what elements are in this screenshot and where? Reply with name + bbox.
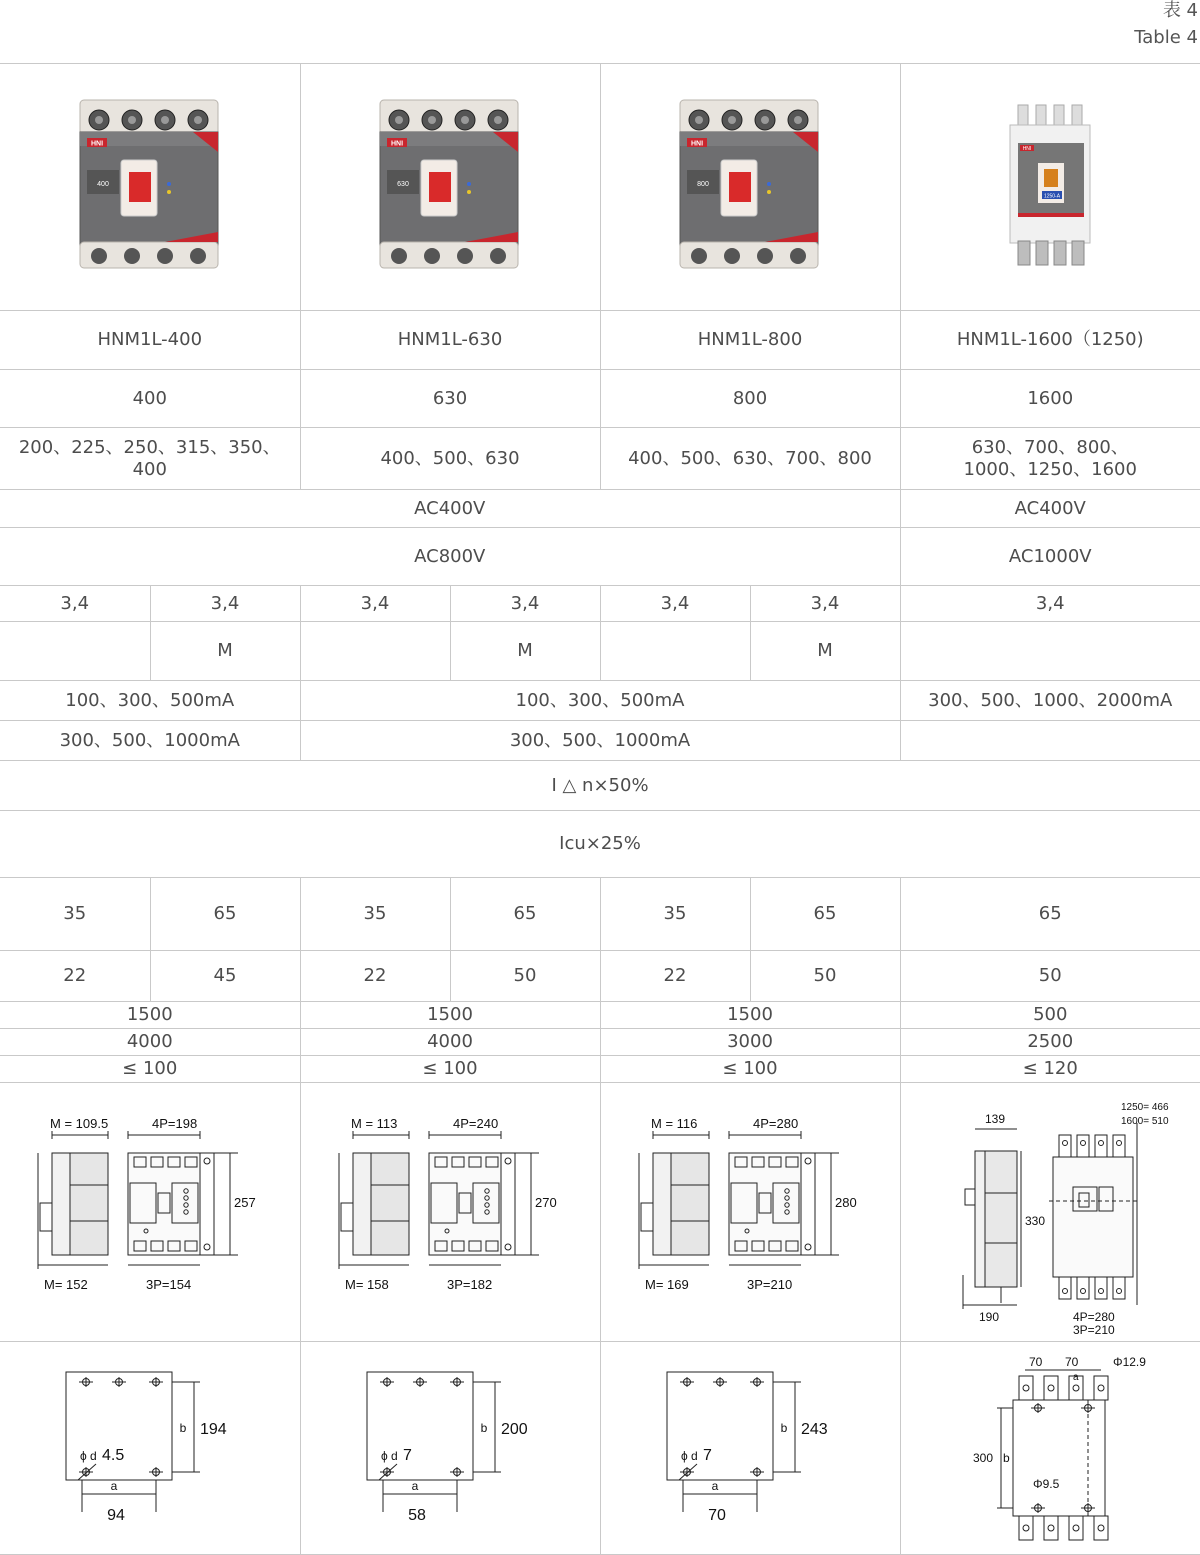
operating-handle	[129, 172, 151, 202]
residual-current-cell: 300、500、1000mA	[0, 721, 300, 761]
side-view-handle	[40, 1203, 52, 1231]
outline-drawing-cell	[300, 1083, 600, 1342]
row-outline-drawings	[0, 1083, 1200, 1342]
side-view-handle	[641, 1203, 653, 1231]
terminal-screw-icon	[95, 116, 103, 124]
busbar-terminal	[1054, 241, 1066, 265]
dimension-height: 330	[1025, 1214, 1045, 1228]
icu-cell: 65	[900, 878, 1200, 951]
front-view-body	[128, 1153, 200, 1255]
indicator-light	[467, 182, 471, 186]
arc-distance-cell: ≤ 100	[300, 1056, 600, 1083]
mounting-drawing-630	[301, 1342, 601, 1548]
mounting-drawing-cell	[300, 1342, 600, 1555]
row-poles	[0, 586, 1200, 622]
dimension-m-top: M = 113	[351, 1116, 397, 1131]
busbar-terminal	[1072, 105, 1082, 127]
dimension-b-value: 194	[200, 1421, 227, 1438]
rating-label: 800	[697, 181, 709, 188]
row-icu	[0, 878, 1200, 951]
electrical-life-cell: 1500	[600, 1002, 900, 1029]
dimension-height: 270	[535, 1195, 557, 1210]
model-cell: HNM1L-400	[0, 311, 300, 370]
terminal-screw-icon	[424, 248, 440, 264]
busbar-terminal	[1044, 1376, 1058, 1400]
poles-cell: 3,4	[0, 586, 150, 622]
arc-distance-cell: ≤ 100	[0, 1056, 300, 1083]
dimension-label-phid: ϕ d	[381, 1449, 398, 1463]
outline-drawing-400	[0, 1083, 300, 1335]
breaking-type-cell: M	[150, 622, 300, 681]
mechanical-life-cell: 4000	[300, 1029, 600, 1056]
terminal-screw-icon	[194, 116, 202, 124]
table-caption-cn: 表 4	[1163, 0, 1198, 22]
poles-cell: 3,4	[600, 586, 750, 622]
terminal-screw-icon	[494, 116, 502, 124]
busbar-terminal	[1094, 1516, 1108, 1540]
mounting-drawing-cell	[0, 1342, 300, 1555]
busbar-terminal	[1018, 241, 1030, 265]
dimension-label-phid: ϕ d	[681, 1449, 698, 1463]
poles-cell: 3,4	[750, 586, 900, 622]
terminal-screw-icon	[190, 248, 206, 264]
residual-current-cell: 300、500、1000mA	[300, 721, 900, 761]
row-mechanical-life	[0, 1029, 1200, 1056]
voltage-cell: AC400V	[0, 490, 900, 528]
outline-drawing-800	[601, 1083, 901, 1335]
brand-logo: HNI	[391, 140, 403, 147]
busbar-terminal	[1036, 105, 1046, 127]
mechanical-life-cell: 3000	[600, 1029, 900, 1056]
electrical-life-cell: 500	[900, 1002, 1200, 1029]
dimension-1600-height: 1600= 510	[1121, 1116, 1169, 1127]
brand-logo: HNI	[1023, 146, 1032, 152]
terminal-screw-icon	[395, 116, 403, 124]
busbar-hole	[1080, 1289, 1085, 1294]
terminal-screw-icon	[124, 248, 140, 264]
terminal-screw-icon	[794, 116, 802, 124]
side-view-handle	[965, 1189, 975, 1205]
ics-cell: 22	[300, 951, 450, 1002]
busbar-terminal	[1054, 105, 1064, 127]
indicator-light	[467, 190, 471, 194]
row-insulation-voltage	[0, 528, 1200, 586]
front-view-body	[729, 1153, 801, 1255]
product-image-cell	[0, 64, 300, 311]
busbar-hole	[1048, 1525, 1054, 1531]
terminal-screw-icon	[757, 248, 773, 264]
row-product-images	[0, 64, 1200, 311]
rated-current-cell: 400、500、630、700、800	[600, 428, 900, 490]
busbar-hole	[1116, 1289, 1121, 1294]
dimension-3p-width: 3P=154	[146, 1277, 191, 1292]
breaker-image-1600	[985, 97, 1115, 272]
row-residual-current-1	[0, 681, 1200, 721]
product-image-cell	[300, 64, 600, 311]
dimension-b-value: 200	[501, 1421, 528, 1438]
terminal-screw-icon	[790, 248, 806, 264]
side-view-cover	[70, 1153, 108, 1255]
mechanical-life-cell: 4000	[0, 1029, 300, 1056]
busbar-terminal	[1018, 105, 1028, 127]
mounting-drawing-1600	[901, 1342, 1200, 1548]
ics-cell: 45	[150, 951, 300, 1002]
terminal-screw-icon	[490, 248, 506, 264]
spec-table	[0, 63, 1200, 1555]
mounting-hole	[805, 1158, 811, 1164]
busbar-terminal	[1044, 1516, 1058, 1540]
mounting-plate	[367, 1372, 473, 1480]
mounting-drawing-400	[0, 1342, 300, 1548]
row-voltage	[0, 490, 1200, 528]
busbar-terminal	[1072, 241, 1084, 265]
icu-cell: 65	[150, 878, 300, 951]
breaking-type-cell	[300, 622, 450, 681]
insulation-voltage-cell: AC800V	[0, 528, 900, 586]
dimension-m-top: M = 116	[651, 1116, 697, 1131]
dimension-d-value: 7	[703, 1447, 712, 1464]
dimension-height: 257	[234, 1195, 256, 1210]
electrical-life-cell: 1500	[300, 1002, 600, 1029]
rating-label: 630	[397, 181, 409, 188]
outline-drawing-cell	[0, 1083, 300, 1342]
mechanical-life-cell: 2500	[900, 1029, 1200, 1056]
arc-distance-cell: ≤ 120	[900, 1056, 1200, 1083]
front-view-body	[429, 1153, 501, 1255]
electrical-life-cell: 1500	[0, 1002, 300, 1029]
busbar-terminal	[1069, 1516, 1083, 1540]
ics-cell: 50	[750, 951, 900, 1002]
dimension-label-a: a	[111, 1479, 118, 1493]
brand-logo: HNI	[91, 140, 103, 147]
row-ics	[0, 951, 1200, 1002]
residual-current-cell: 300、500、1000、2000mA	[900, 681, 1200, 721]
busbar-terminal	[1036, 241, 1048, 265]
row-non-operating	[0, 761, 1200, 811]
row-mounting-drawings	[0, 1342, 1200, 1555]
brand-logo: HNI	[691, 140, 703, 147]
icu-cell: 65	[450, 878, 600, 951]
operating-handle	[429, 172, 451, 202]
voltage-cell: AC400V	[900, 490, 1200, 528]
red-accent	[1018, 213, 1084, 217]
busbar-hole	[1048, 1385, 1054, 1391]
outline-drawing-cell	[900, 1083, 1200, 1342]
ics-cell: 22	[600, 951, 750, 1002]
breaker-image-400	[75, 92, 225, 277]
rated-current-cell: 200、225、250、315、350、 400	[0, 428, 300, 490]
icu-cell: 35	[300, 878, 450, 951]
ics-cell: 22	[0, 951, 150, 1002]
busbar-terminal	[1019, 1376, 1033, 1400]
row-electrical-life	[0, 1002, 1200, 1029]
model-cell: HNM1L-800	[600, 311, 900, 370]
terminal-screw-icon	[695, 116, 703, 124]
icu-cell: 35	[0, 878, 150, 951]
dimension-3p-width: 3P=182	[447, 1277, 492, 1292]
poles-cell: 3,4	[900, 586, 1200, 622]
terminal-screw-icon	[91, 248, 107, 264]
model-cell: HNM1L-630	[300, 311, 600, 370]
indicator-light	[767, 182, 771, 186]
breaking-type-cell: M	[450, 622, 600, 681]
rating-label: 400	[97, 181, 109, 188]
front-view-extension	[801, 1153, 815, 1255]
dimension-side-width: 139	[985, 1112, 1005, 1126]
indicator-light	[767, 190, 771, 194]
terminal-screw-icon	[728, 116, 736, 124]
row-model	[0, 311, 1200, 370]
mounting-hole	[505, 1158, 511, 1164]
product-image-cell	[600, 64, 900, 311]
non-operating-cell: I △ n×50%	[0, 761, 1200, 811]
dimension-4p-width: 4P=240	[453, 1116, 498, 1131]
dimension-label-b: b	[480, 1421, 487, 1435]
terminal-screw-icon	[724, 248, 740, 264]
mounting-hole	[204, 1244, 210, 1250]
front-view-extension	[200, 1153, 214, 1255]
dimension-label-a: a	[711, 1479, 718, 1493]
dimension-a-value: 70	[708, 1507, 726, 1524]
busbar-terminal	[1019, 1516, 1033, 1540]
dimension-3p-width: 3P=210	[747, 1277, 792, 1292]
outline-drawing-cell	[600, 1083, 900, 1342]
rating-label: 1250-A	[1044, 193, 1061, 199]
frame-current-cell: 400	[0, 370, 300, 428]
side-view-cover	[371, 1153, 409, 1255]
mounting-drawing-cell	[900, 1342, 1200, 1555]
outline-drawing-1600	[901, 1083, 1200, 1335]
mounting-plate	[667, 1372, 773, 1480]
poles-cell: 3,4	[300, 586, 450, 622]
terminal-screw-icon	[457, 248, 473, 264]
dimension-a-value: 94	[107, 1507, 125, 1524]
dimension-m-bottom: M= 158	[345, 1277, 389, 1292]
dimension-m-bottom: M= 152	[44, 1277, 88, 1292]
busbar-hole	[1098, 1141, 1103, 1146]
busbar-hole	[1080, 1141, 1085, 1146]
dimension-spacing-2: 70	[1065, 1355, 1079, 1369]
terminal-screw-icon	[461, 116, 469, 124]
rated-current-cell: 400、500、630	[300, 428, 600, 490]
model-cell: HNM1L-1600（1250)	[900, 311, 1200, 370]
dimension-4p-width: 4P=198	[152, 1116, 197, 1131]
operating-handle	[729, 172, 751, 202]
rated-current-cell: 630、700、800、 1000、1250、1600	[900, 428, 1200, 490]
breaking-type-cell	[900, 622, 1200, 681]
dimension-m-top: M = 109.5	[50, 1116, 108, 1131]
busbar-hole	[1073, 1525, 1079, 1531]
mounting-plate-1600	[1013, 1400, 1105, 1516]
breaking-type-cell: M	[750, 622, 900, 681]
terminal-screw-icon	[428, 116, 436, 124]
dimension-phi-large: Φ12.9	[1113, 1355, 1146, 1369]
dimension-height: 280	[835, 1195, 857, 1210]
icu-cell: 35	[600, 878, 750, 951]
busbar-hole	[1062, 1141, 1067, 1146]
residual-current-cell	[900, 721, 1200, 761]
dimension-spacing-1: 70	[1029, 1355, 1043, 1369]
mounting-drawing-cell	[600, 1342, 900, 1555]
dimension-label-b: b	[180, 1421, 187, 1435]
ics-cell: 50	[450, 951, 600, 1002]
dimension-phi-small: Φ9.5	[1033, 1477, 1060, 1491]
dimension-3p-width: 3P=210	[1073, 1323, 1115, 1335]
terminal-screw-icon	[157, 248, 173, 264]
outline-drawing-630	[301, 1083, 601, 1335]
busbar-hole	[1098, 1525, 1104, 1531]
table-caption-en: Table 4	[1134, 27, 1198, 49]
dimension-b-value: 243	[801, 1421, 828, 1438]
dimension-1250-height: 1250= 466	[1121, 1102, 1169, 1113]
dimension-label-phid: ϕ d	[80, 1449, 97, 1463]
dimension-a-value: 58	[408, 1507, 426, 1524]
arc-distance-cell: ≤ 100	[600, 1056, 900, 1083]
dimension-4p-width: 4P=280	[1073, 1310, 1115, 1324]
icu-cell: 65	[750, 878, 900, 951]
residual-breaking-cell: Icu×25%	[0, 811, 1200, 878]
side-view-handle	[341, 1203, 353, 1231]
breaker-image-800	[655, 92, 845, 277]
frame-current-cell: 1600	[900, 370, 1200, 428]
row-rated-current	[0, 428, 1200, 490]
indicator-light	[167, 182, 171, 186]
mounting-hole	[204, 1158, 210, 1164]
dimension-height: 300	[973, 1451, 993, 1465]
breaking-type-cell	[0, 622, 150, 681]
row-frame-current	[0, 370, 1200, 428]
breaking-type-cell	[600, 622, 750, 681]
dimension-label-a: a	[411, 1479, 418, 1493]
frame-current-cell: 800	[600, 370, 900, 428]
terminal-screw-icon	[391, 248, 407, 264]
frame-current-cell: 630	[300, 370, 600, 428]
indicator-light	[167, 190, 171, 194]
terminal-screw-icon	[761, 116, 769, 124]
busbar-terminal	[1094, 1376, 1108, 1400]
busbar-hole	[1098, 1289, 1103, 1294]
operating-handle	[1044, 169, 1058, 187]
dimension-d-value: 4.5	[102, 1447, 124, 1464]
busbar-hole	[1073, 1385, 1079, 1391]
poles-cell: 3,4	[150, 586, 300, 622]
residual-current-cell: 100、300、500mA	[0, 681, 300, 721]
busbar-hole	[1098, 1385, 1104, 1391]
insulation-voltage-cell: AC1000V	[900, 528, 1200, 586]
busbar-hole	[1023, 1385, 1029, 1391]
dimension-m-bottom: M= 169	[645, 1277, 689, 1292]
side-view-cover	[985, 1151, 1017, 1287]
dimension-label-a: a	[1073, 1372, 1079, 1383]
mounting-drawing-800	[601, 1342, 901, 1548]
terminal-screw-icon	[161, 116, 169, 124]
row-residual-breaking	[0, 811, 1200, 878]
dimension-side-depth: 190	[979, 1310, 999, 1324]
row-arc-distance	[0, 1056, 1200, 1083]
row-breaking-type	[0, 622, 1200, 681]
product-image-cell	[900, 64, 1200, 311]
mounting-hole	[805, 1244, 811, 1250]
dimension-label-b: b	[780, 1421, 787, 1435]
residual-current-cell: 100、300、500mA	[300, 681, 900, 721]
row-residual-current-2	[0, 721, 1200, 761]
front-view-extension	[501, 1153, 515, 1255]
dimension-label-b: b	[1003, 1451, 1010, 1465]
busbar-hole	[1062, 1289, 1067, 1294]
terminal-screw-icon	[128, 116, 136, 124]
ics-cell: 50	[900, 951, 1200, 1002]
mounting-hole	[505, 1244, 511, 1250]
poles-cell: 3,4	[450, 586, 600, 622]
breaker-image-630	[365, 92, 535, 277]
dimension-d-value: 7	[403, 1447, 412, 1464]
side-view-cover	[671, 1153, 709, 1255]
dimension-4p-width: 4P=280	[753, 1116, 798, 1131]
front-view-body	[1053, 1157, 1133, 1277]
terminal-screw-icon	[691, 248, 707, 264]
busbar-hole	[1116, 1141, 1121, 1146]
busbar-hole	[1023, 1525, 1029, 1531]
